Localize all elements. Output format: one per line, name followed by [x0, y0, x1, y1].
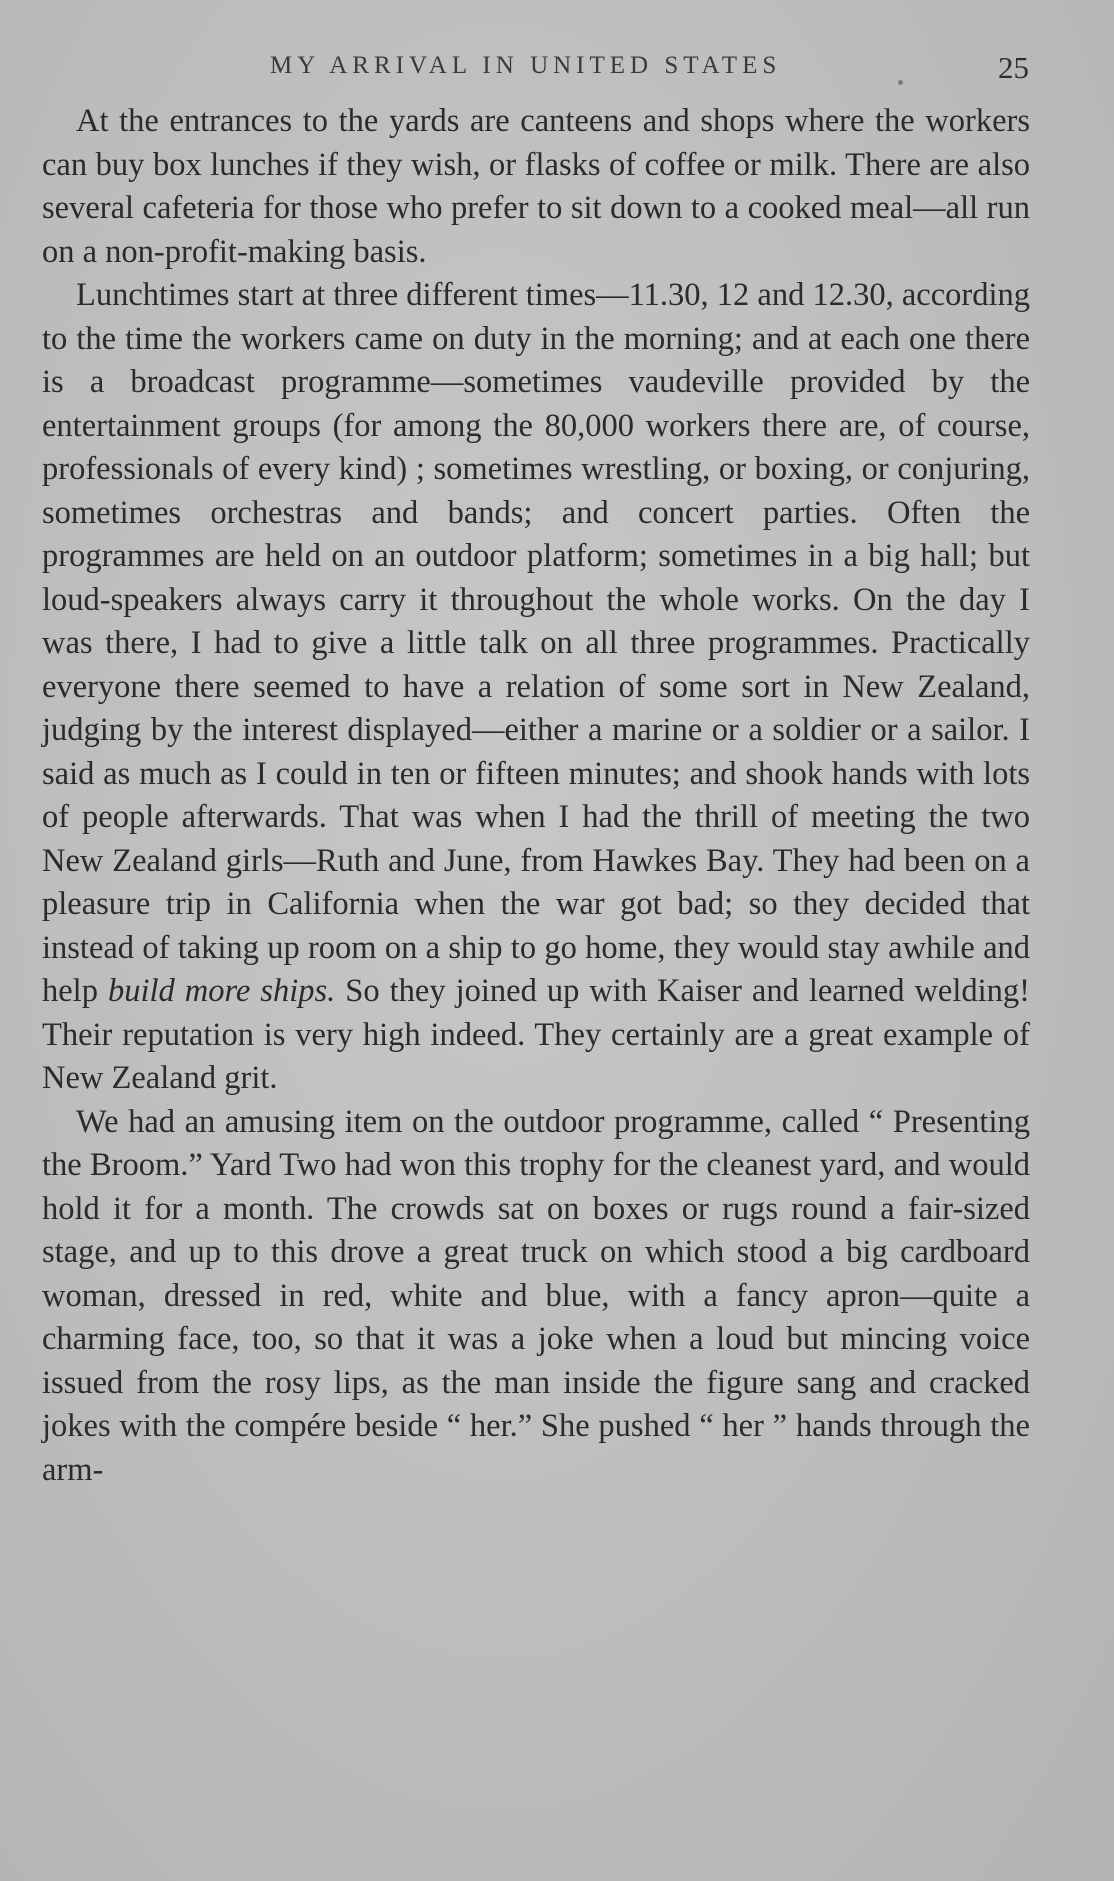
- body-text: [42, 100, 1030, 1492]
- running-title: MY ARRIVAL IN UNITED STATES: [270, 52, 782, 79]
- paragraph-broom: We had an amusing item on the outdoor programme, called “ Presenting the Broom.” Yard Two had won this trophy for the cleanest yard, and would hold it for a month. The crowds sat on boxes or rugs round a fair-sized stage, and up to this drove a great truck on which stood a big cardboard woman, dressed in red, white and blue, with a fancy apron—quite a charming face, too, so that it was a joke when a loud but mincing voice issued from the rosy lips, as the man inside the figure sang and cracked jokes with the compére beside “ her.” She pushed “ her ” hands through the arm-: [42, 1103, 1030, 1488]
- paper-speck: [898, 80, 903, 85]
- paragraph-lunchtimes-text: Lunchtimes start at three different times—11.30, 12 and 12.30, according to the time the workers came on duty in the morning; and at each one there is a broadcast programme—sometimes vaudeville provided by the entertainment groups (for among the 80,000 workers there are, of course, professionals of every kind) ; sometimes wrestling, or boxing, or conjuring, sometimes orchestras and bands; and concert parties. Often the programmes are held on an outdoor platform; sometimes in a big hall; but loud-speakers always carry it throughout the whole works. On the day I was there, I had to give a little talk on all three programmes. Practically everyone there seemed to have a relation of some sort in New Zealand, judging by the interest displayed—either a marine or a soldier or a sailor. I said as much as I could in ten or fifteen minutes; and shook hands with lots of people afterwards. That was when I had the thrill of meeting the two New Zealand girls—Ruth and June, from Hawkes Bay. They had been on a pleasure trip in California when the war got bad; so they decided that instead of taking up room on a ship to go home, they would stay awhile and help: [42, 277, 1030, 1009]
- paragraph-canteens: At the entrances to the yards are canteens and shops where the workers can buy box lunches if they wish, or flasks of coffee or milk. There are also several cafeteria for those who prefer to sit down to a cooked meal—all run on a non-profit-making basis.: [42, 103, 1030, 270]
- paragraph-lunchtimes: [42, 274, 1030, 1101]
- italic-phrase: build more ships.: [107, 973, 336, 1009]
- page-number: 25: [998, 50, 1029, 85]
- paragraph-lunchtimes-after: So they joined up with Kaiser and learned welding! Their reputation is very high indeed. They certainly are a great example of New Zealand grit.: [42, 973, 1030, 1096]
